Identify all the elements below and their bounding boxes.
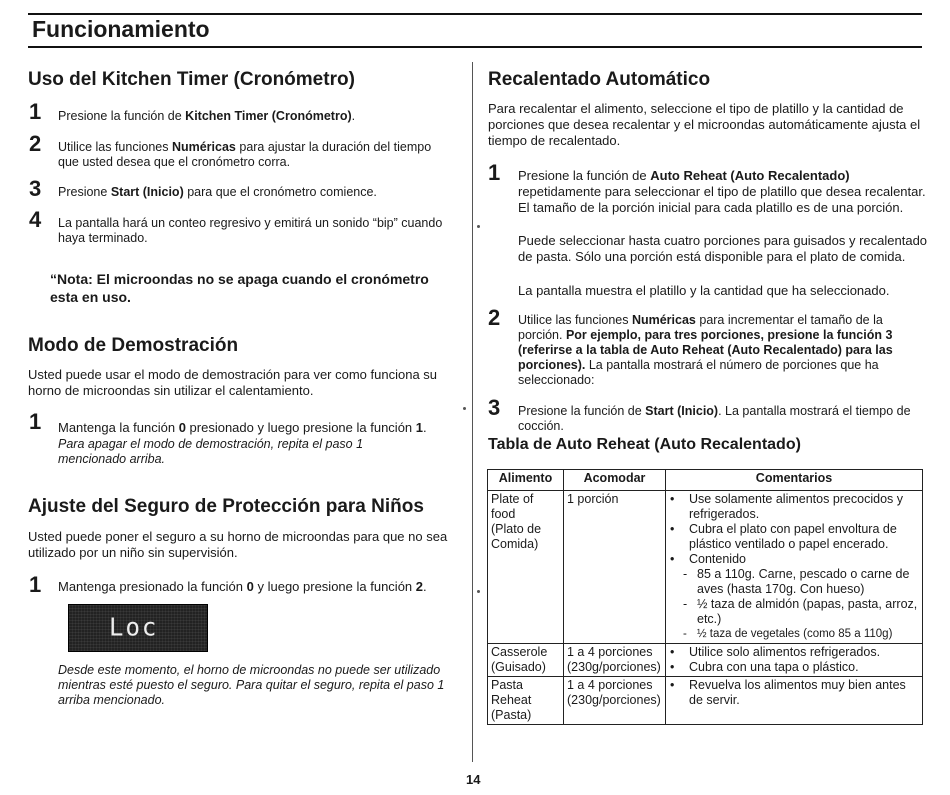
reheat-step-3-number: 3 [488,395,501,420]
child-lock-intro: Usted puede poner el seguro a su horno de microondas para que no sea utilizado por un niño sin supervisión. [28,529,448,560]
demo-italic-note: Para apagar el modo de demostración, repita el paso 1 mencionado arriba. [58,437,364,466]
lock-display-text: Loc [109,612,159,642]
comment-bullet: • Use solamente alimentos precocidos y refrigerados. [669,492,919,522]
table-header-row [488,470,923,491]
timer-heading: Uso del Kitchen Timer (Cronómetro) [28,69,355,90]
child-lock-italic-note: Desde este momento, el horno de microondas no puede ser utilizado mientras esté puesto el seguro. Para quitar el seguro, repita el paso 1 arriba mencionado. [58,663,445,707]
page-number: 14 [466,772,481,787]
reheat-intro: Para recalentar el alimento, seleccione el tipo de platillo y la cantidad de porciones que desea recalentar y el microondas automáticamente ajusta el tiempo de recalentado. [488,101,921,148]
portion-cell [564,491,666,644]
child-lock-heading: Ajuste del Seguro de Protección para Niños [28,496,424,517]
reheat-table-title: Tabla de Auto Reheat (Auto Recalentado) [488,436,801,453]
food-line: (Pasta) [491,708,532,722]
table-row [488,677,923,725]
timer-step-1-number: 1 [29,99,42,124]
timer-step-2-number: 2 [29,131,42,156]
food-line: Comida) [491,537,539,551]
divider-dot [463,407,466,410]
portion-cell [564,644,666,677]
comment-dash: - ½ taza de almidón (papas, pasta, arroz, etc.) [669,597,919,627]
food-line: food [491,507,516,521]
food-cell [488,677,564,725]
portion-line: 1 porción [567,492,619,506]
table-header-cell: Comentarios [666,470,923,491]
timer-step-4-text: La pantalla hará un conteo regresivo y emitirá un sonido “bip” cuando haya terminado. [58,216,443,245]
column-divider [472,62,473,762]
food-line: Plate of [491,492,534,506]
comment-dash: - 85 a 110g. Carne, pescado o carne de aves (hasta 170g. Con hueso) [669,567,919,597]
comment-dash: - ½ taza de vegetales (como 85 a 110g) [669,627,919,642]
table-header-cell: Alimento [488,470,564,491]
page-title: Funcionamiento [32,16,210,42]
food-cell [488,491,564,644]
demo-step-1-number: 1 [29,409,42,434]
child-lock-step-1-number: 1 [29,572,42,597]
timer-step-1-text: Presione la función de Kitchen Timer (Cronómetro). [58,109,356,123]
reheat-step-2-number: 2 [488,305,501,330]
comments-cell [666,677,923,725]
food-line: Reheat [491,693,532,707]
portion-line: (230g/porciones) [567,660,661,674]
timer-step-3-text: Presione Start (Inicio) para que el cronómetro comience. [58,185,377,199]
food-line: (Plato de [491,522,542,536]
comments-cell [666,491,923,644]
reheat-step-1-para-2: Puede seleccionar hasta cuatro porciones para guisados y recalentado de pasta. Sólo una porción está disponible para el plato de comida. [518,233,928,264]
food-line: Casserole [491,645,548,659]
reheat-step-2-text: Utilice las funciones Numéricas para incrementar el tamaño de la porción. Por ejemplo, para tres porciones, presione la función 3 (referirse a la tabla de Auto Reheat (Auto Recalentado) para las porciones). La pantalla mostrará el número de porciones que ha seleccionado: [518,313,893,387]
reheat-step-1-number: 1 [488,160,501,185]
top-rule [28,13,922,15]
demo-heading: Modo de Demostración [28,335,239,356]
portion-cell [564,677,666,725]
demo-step-1-text: Mantenga la función 0 presionado y luego presione la función 1. [58,420,427,435]
lock-display [68,604,208,652]
comment-bullet: • Cubra el plato con papel envoltura de plástico ventilado o papel encerado. [669,522,919,552]
reheat-table [487,469,923,725]
reheat-heading: Recalentado Automático [488,69,711,90]
reheat-step-3-text: Presione la función de Start (Inicio). La pantalla mostrará el tiempo de cocción. [518,404,911,433]
reheat-step-1-para-3: La pantalla muestra el platillo y la cantidad que ha seleccionado. [518,283,890,298]
portion-line: 1 a 4 porciones [567,645,653,659]
child-lock-step-1-text: Mantenga presionado la función 0 y luego presione la función 2. [58,579,427,594]
divider-dot [477,590,480,593]
comments-cell [666,644,923,677]
comment-bullet: • Cubra con una tapa o plástico. [669,660,919,675]
demo-intro: Usted puede usar el modo de demostración para ver como funciona su horno de microondas sin utilizar el calentamiento. [28,367,438,398]
title-rule [28,46,922,48]
comment-bullet: • Utilice solo alimentos refrigerados. [669,645,919,660]
table-header-cell: Acomodar [564,470,666,491]
comment-bullet: • Revuelva los alimentos muy bien antes de servir. [669,678,919,708]
timer-step-2-text: Utilice las funciones Numéricas para ajustar la duración del tiempo que usted desea que el cronómetro corra. [58,140,432,169]
timer-step-3-number: 3 [29,176,42,201]
table-row [488,644,923,677]
portion-line: 1 a 4 porciones [567,678,653,692]
comment-bullet: • Contenido [669,552,919,567]
food-cell [488,644,564,677]
table-row [488,491,923,644]
portion-line: (230g/porciones) [567,693,661,707]
timer-note: “Nota: El microondas no se apaga cuando el cronómetro esta en uso. [50,271,429,305]
food-line: (Guisado) [491,660,546,674]
food-line: Pasta [491,678,523,692]
reheat-step-1-text: Presione la función de Auto Reheat (Auto Recalentado) repetidamente para seleccionar el tipo de platillo que desea recalentar. El tamaño de la porción inicial para cada platillo es de una porción. [518,168,926,215]
divider-dot [477,225,480,228]
timer-step-4-number: 4 [29,207,42,232]
